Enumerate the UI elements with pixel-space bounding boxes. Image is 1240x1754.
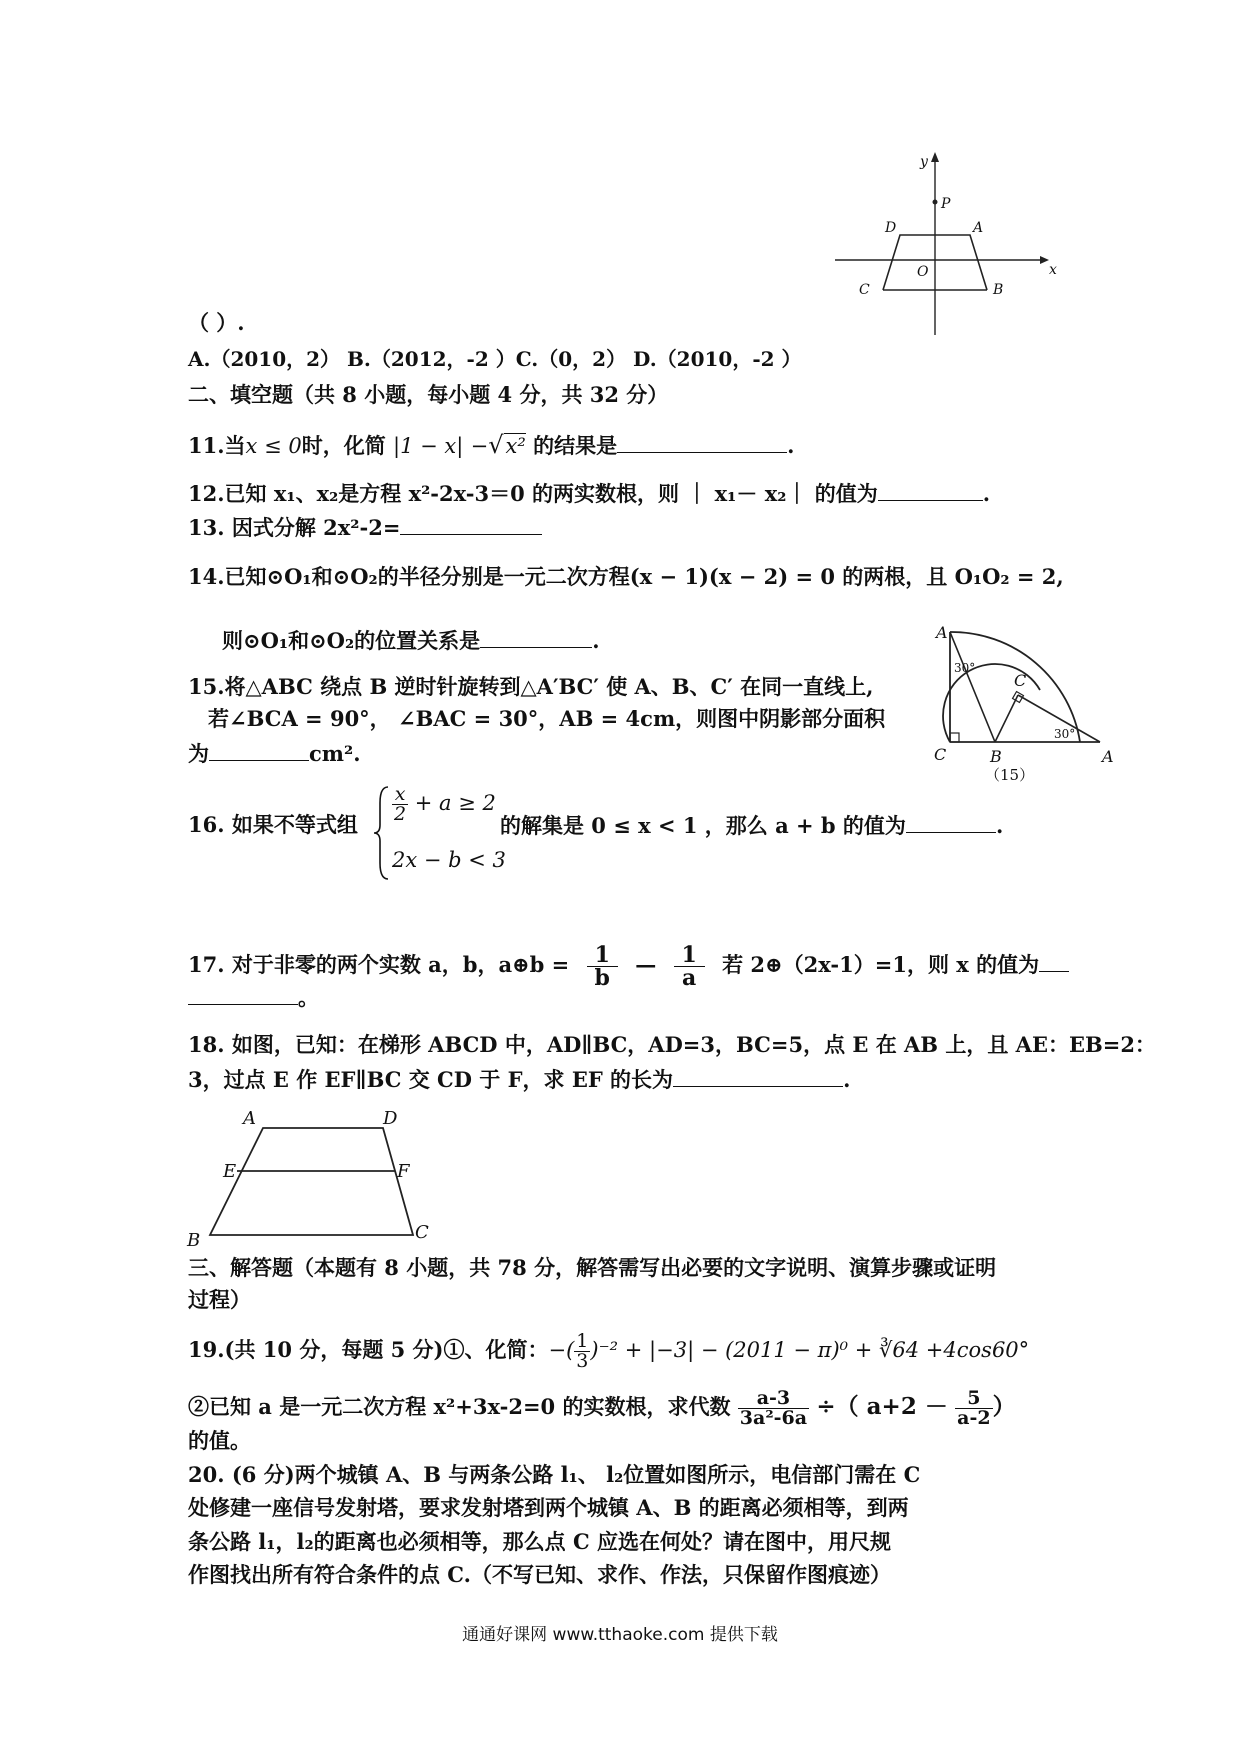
q12-text: 12.已知 x₁、x₂是方程 x²-2x-3＝0 的两实数根，则 ｜ x₁－ x₂｜ 的值为 — [188, 481, 878, 506]
q14-line1: 14.已知⊙O₁和⊙O₂的半径分别是一元二次方程(x − 1)(x − 2) = 0 的两根，且 O₁O₂ = 2, — [188, 564, 1064, 589]
q14-answer-blank[interactable] — [480, 625, 592, 648]
q17-f1-den: b — [594, 965, 610, 991]
q19-line1 — [188, 1326, 1029, 1374]
fig18-label-f: F — [397, 1161, 410, 1182]
q17-answer-blank-a[interactable] — [1039, 949, 1069, 972]
q16 — [188, 810, 358, 840]
section-3-heading-line1: 三、解答题（本题有 8 小题，共 78 分，解答需写出必要的文字说明、演算步骤或证明 — [188, 1255, 997, 1280]
q19-f2-num: 5 — [955, 1389, 992, 1409]
q16-mid-text: 的解集是 0 ≤ x < 1 ，那么 a + b 的值为 — [500, 813, 906, 838]
fig18-label-c: C — [415, 1222, 429, 1243]
q17-pre: 17. 对于非零的两个实数 a，b，a⊕b = — [188, 952, 570, 977]
fig10-label-y: y — [920, 154, 928, 170]
q16-answer-blank[interactable] — [906, 810, 996, 833]
q13 — [188, 512, 542, 543]
fig15-label-c-left: C — [934, 745, 947, 764]
q13-text: 13. 因式分解 2x²-2= — [188, 515, 401, 540]
q17 — [188, 935, 1069, 995]
fig10-label-x: x — [1049, 262, 1057, 278]
q17-answer-blank-b[interactable] — [188, 982, 298, 1005]
q17-f2-den: a — [682, 965, 697, 991]
q19-div: ÷（ a+2 － — [816, 1393, 948, 1420]
q19-expr2: )⁻² + |−3| − (2011 − π)⁰ + ∛64 +4cos60° — [590, 1338, 1030, 1362]
fig15-label-ang1: 30° — [954, 661, 976, 675]
section-2-heading: 二、填空题（共 8 小题，每小题 4 分，共 32 分） — [188, 382, 669, 407]
fig10-label-b: B — [993, 282, 1004, 298]
q14-end: . — [592, 628, 600, 653]
q17-f1-num: 1 — [587, 944, 618, 967]
fig18-label-a: A — [243, 1108, 256, 1129]
q19-f2-den: a-2 — [957, 1407, 991, 1429]
q19-f-num: a-3 — [738, 1389, 809, 1409]
q20-line2: 处修建一座信号发射塔，要求发射塔到两个城镇 A、B 的距离必须相等，到两 — [188, 1495, 909, 1520]
q19-line2 — [188, 1380, 1016, 1434]
q10-options: A.（2010，2） B.（2012，-2 ）C.（0，2） D.（2010，-2 ） — [188, 347, 802, 371]
q10-bracket: （ ）. — [188, 310, 245, 335]
q18-end: . — [843, 1067, 851, 1092]
q17-post: 若 2⊕（2x-1）=1，则 x 的值为 — [722, 952, 1040, 977]
q12 — [188, 478, 990, 509]
fig10-label-o: O — [917, 264, 929, 280]
fig10-label-c: C — [859, 282, 870, 298]
q11-radicand: x² — [505, 434, 526, 458]
fig15-caption: （15） — [985, 766, 1035, 784]
q11-end: . — [787, 433, 795, 458]
q17-line2 — [188, 982, 319, 1013]
q11-post: 的结果是 — [533, 433, 618, 458]
fig10-label-d: D — [885, 220, 897, 236]
q10-coordinate-figure — [835, 150, 1070, 340]
q14-line2-text: 则⊙O₁和⊙O₂的位置关系是 — [222, 628, 481, 653]
q20-line1: 20. (6 分)两个城镇 A、B 与两条公路 l₁、 l₂位置如图所示，电信部门需在 C — [188, 1462, 921, 1487]
q11-cond: x ≤ 0 — [245, 434, 302, 458]
q16-end: . — [995, 813, 1004, 838]
fig10-label-a: A — [973, 220, 984, 236]
fig15-label-a-top: A — [936, 623, 948, 642]
fig18-label-b: B — [187, 1230, 201, 1250]
q15-line3 — [188, 738, 361, 769]
q11-answer-blank[interactable] — [617, 430, 787, 453]
q16-mid — [500, 810, 1003, 841]
fig18-label-d: D — [383, 1108, 398, 1129]
q11-abs: |1 − x| — [393, 434, 464, 458]
q19-expr1: −( — [548, 1338, 575, 1362]
fig15-label-a-right: A — [1102, 747, 1114, 766]
q16-pre: 16. 如果不等式组 — [188, 812, 358, 837]
q13-answer-blank[interactable] — [400, 512, 542, 535]
q19-close: ） — [992, 1393, 1016, 1420]
q15-line2: 若∠BCA = 90°， ∠BAC = 30°，AB = 4cm，则图中阴影部分面积 — [208, 706, 886, 731]
fig15-label-c-mid: C — [1014, 671, 1027, 690]
q18-answer-blank[interactable] — [673, 1064, 843, 1087]
q20-line4: 作图找出所有符合条件的点 C.（不写已知、求作、作法，只保留作图痕迹） — [188, 1562, 891, 1587]
q15-answer-blank[interactable] — [209, 738, 309, 761]
q18-line2-text: 3，过点 E 作 EF∥BC 交 CD 于 F，求 EF 的长为 — [188, 1067, 674, 1092]
q17-minus: — — [635, 952, 657, 977]
fig15-label-b: B — [990, 747, 1002, 766]
q16-ineq1-rest: + a ≥ 2 — [414, 791, 496, 815]
q11-minus: − — [470, 434, 489, 458]
q20-line3: 条公路 l₁，l₂的距离也必须相等，那么点 C 应选在何处？请在图中，用尺规 — [188, 1529, 891, 1554]
q19-line1-pre: 19.(共 10 分，每题 5 分)①、化简： — [188, 1337, 549, 1362]
q15-line1: 15.将△ABC 绕点 B 逆时针旋转到△A′BC′ 使 A、B、C′ 在同一直线上, — [188, 674, 874, 699]
q19-frac-den: 3 — [576, 1350, 589, 1372]
q19-frac-num: 1 — [576, 1330, 589, 1352]
q18-trapezoid-figure — [185, 1100, 445, 1250]
q17-end: 。 — [298, 985, 319, 1010]
q15-line3-pre: 为 — [188, 741, 209, 766]
q16-ineq2: 2x − b < 3 — [392, 848, 506, 872]
q12-end: . — [982, 481, 991, 506]
q11-pre: 11.当 — [188, 433, 246, 458]
q16-ineq1-den: 2 — [394, 803, 407, 825]
section-3-heading-line2: 过程） — [188, 1287, 251, 1312]
q16-ineq1 — [392, 785, 496, 824]
fig10-label-p: P — [941, 196, 951, 212]
fig15-label-ang2: 30° — [1054, 727, 1076, 741]
q17-f2-num: 1 — [674, 944, 705, 967]
q15-rotation-figure — [930, 620, 1130, 790]
q15-line3-post: cm². — [309, 741, 361, 766]
q11: 11.当x ≤ 0时，化简 |1 − x| −√x² 的结果是 . — [188, 431, 795, 459]
fig18-label-e: E — [223, 1161, 237, 1182]
q19-line3: 的值。 — [188, 1428, 251, 1453]
page-footer: 通通好课网 www.tthaoke.com 提供下载 — [462, 1625, 778, 1645]
q11-mid: 时，化简 — [301, 433, 386, 458]
q16-brace — [372, 783, 392, 883]
q18-line1: 18. 如图，已知：在梯形 ABCD 中，AD∥BC，AD=3，BC=5，点 E 在 AB 上，且 AE：EB=2： — [188, 1032, 1156, 1057]
q14-line2 — [222, 625, 600, 656]
q12-answer-blank[interactable] — [878, 478, 983, 501]
q19-line2-pre: ②已知 a 是一元二次方程 x²+3x-2=0 的实数根，求代数 — [188, 1394, 731, 1419]
q18-line2 — [188, 1064, 850, 1095]
q16-ineq1-num: x — [392, 785, 408, 805]
q19-f-den: 3a²-6a — [739, 1407, 808, 1429]
